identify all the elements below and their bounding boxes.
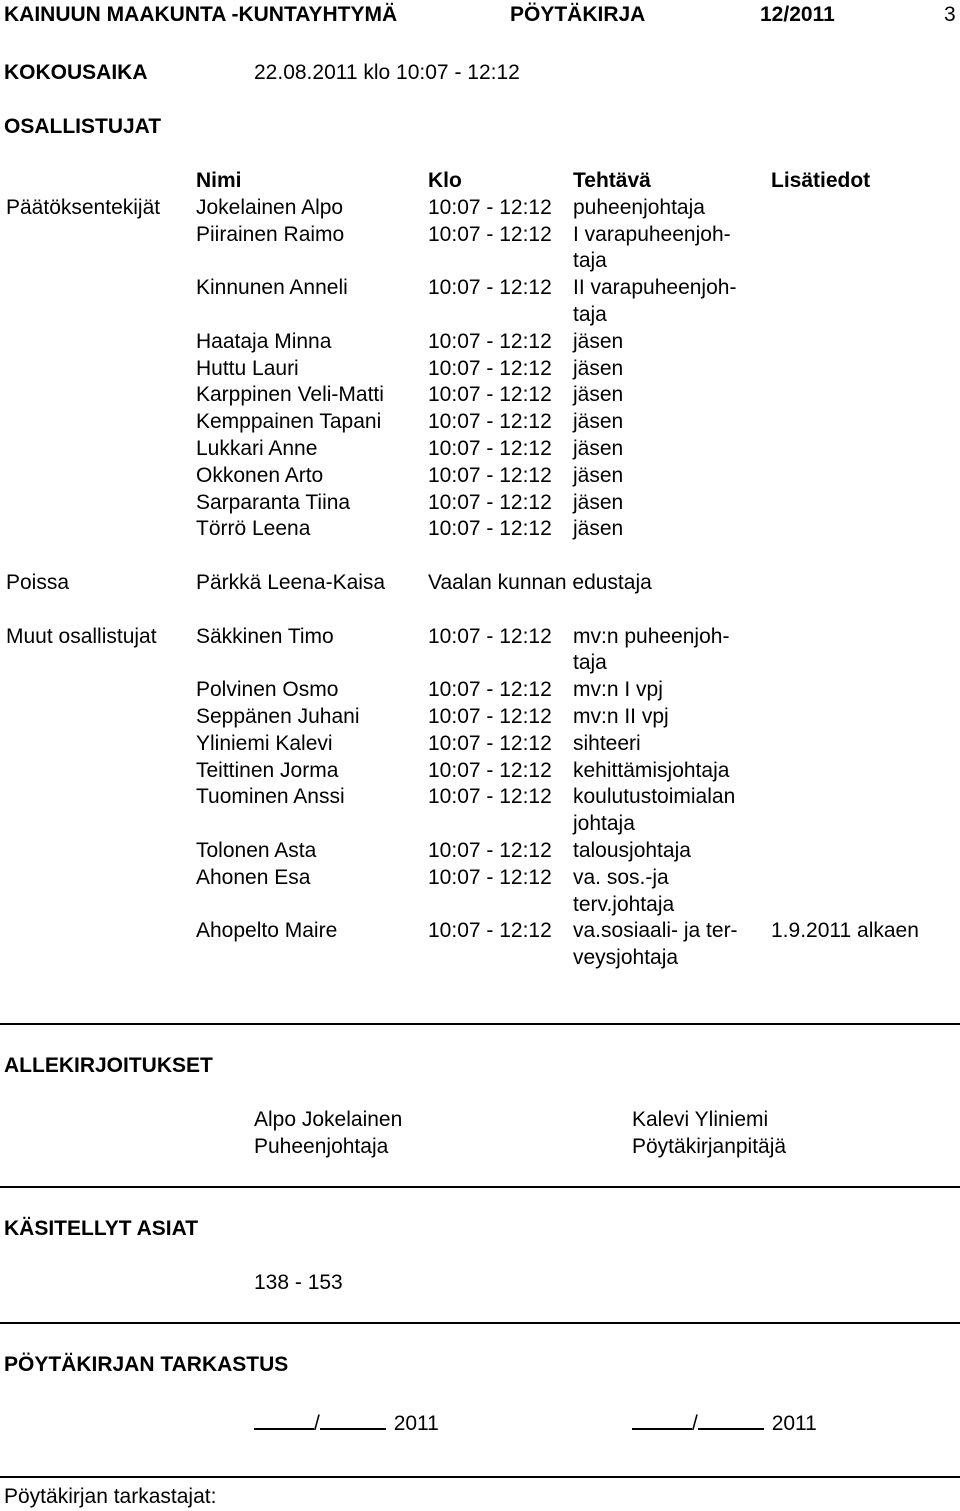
review-date-right bbox=[632, 1406, 817, 1438]
participants-title: OSALLISTUJAT bbox=[4, 115, 162, 138]
signer-right-name: Kalevi Yliniemi bbox=[632, 1108, 769, 1131]
participant-time: 10:07 - 12:12 bbox=[428, 222, 552, 246]
column-header-notes: Lisätiedot bbox=[771, 169, 871, 192]
date-slash: / bbox=[314, 1412, 320, 1435]
participant-role: terv.johtaja bbox=[573, 892, 675, 916]
participant-time: 10:07 - 12:12 bbox=[428, 356, 552, 380]
participants-header-row bbox=[6, 168, 960, 195]
participant-name: Seppänen Juhani bbox=[196, 704, 360, 728]
participant-row bbox=[6, 222, 960, 249]
participant-row bbox=[6, 811, 960, 838]
participant-role: mv:n puheenjoh- bbox=[573, 624, 730, 648]
participant-role: taja bbox=[573, 249, 607, 273]
participant-time: 10:07 - 12:12 bbox=[428, 838, 552, 862]
participant-group: Poissa bbox=[6, 570, 70, 594]
participant-role: talousjohtaja bbox=[573, 838, 691, 862]
participant-row bbox=[6, 570, 960, 597]
participant-row bbox=[6, 918, 960, 945]
participant-row bbox=[6, 195, 960, 222]
participant-row bbox=[6, 463, 960, 490]
participant-role: taja bbox=[573, 651, 607, 675]
participant-group: Muut osallistujat bbox=[6, 624, 157, 648]
divider bbox=[0, 1186, 960, 1188]
participant-time: 10:07 - 12:12 bbox=[428, 276, 552, 300]
participant-time: 10:07 - 12:12 bbox=[428, 704, 552, 728]
participant-name: Okkonen Arto bbox=[196, 463, 324, 487]
participant-row bbox=[6, 436, 960, 463]
participant-row bbox=[6, 731, 960, 758]
column-header-time: Klo bbox=[428, 169, 462, 192]
participant-role: sihteeri bbox=[573, 731, 641, 755]
column-header-role: Tehtävä bbox=[573, 169, 651, 192]
participant-time: 10:07 - 12:12 bbox=[428, 865, 552, 889]
participant-name: Sarparanta Tiina bbox=[196, 490, 351, 514]
participant-row bbox=[6, 248, 960, 275]
participant-name: Huttu Lauri bbox=[196, 356, 299, 380]
signer-left-name: Alpo Jokelainen bbox=[254, 1108, 403, 1131]
participant-row bbox=[6, 409, 960, 436]
participant-row bbox=[6, 945, 960, 972]
participant-row bbox=[6, 758, 960, 785]
participant-group: Päätöksentekijät bbox=[6, 195, 161, 219]
divider bbox=[0, 1476, 960, 1478]
participant-name: Yliniemi Kalevi bbox=[196, 731, 333, 755]
review-date-left bbox=[254, 1406, 439, 1438]
participant-name: Haataja Minna bbox=[196, 329, 332, 353]
participant-time: 10:07 - 12:12 bbox=[428, 624, 552, 648]
participant-role: jäsen bbox=[573, 490, 624, 514]
participant-role: mv:n II vpj bbox=[573, 704, 669, 728]
participant-time: 10:07 - 12:12 bbox=[428, 490, 552, 514]
month-blank[interactable] bbox=[320, 1406, 386, 1430]
participant-role: mv:n I vpj bbox=[573, 678, 663, 702]
participant-name: Ahonen Esa bbox=[196, 865, 311, 889]
meeting-time-value: 22.08.2011 klo 10:07 - 12:12 bbox=[254, 61, 520, 84]
participant-role: jäsen bbox=[573, 356, 624, 380]
participants-table bbox=[6, 168, 960, 972]
participant-role: jäsen bbox=[573, 463, 624, 487]
participant-row bbox=[6, 329, 960, 356]
participant-row bbox=[6, 704, 960, 731]
participant-row bbox=[6, 490, 960, 517]
participant-time: 10:07 - 12:12 bbox=[428, 785, 552, 809]
participant-name: Polvinen Osmo bbox=[196, 678, 339, 702]
participant-time: 10:07 - 12:12 bbox=[428, 758, 552, 782]
participant-time: 10:07 - 12:12 bbox=[428, 731, 552, 755]
participant-rows bbox=[6, 195, 960, 972]
participant-row bbox=[6, 624, 960, 651]
participant-name: Kinnunen Anneli bbox=[196, 276, 348, 300]
participant-row bbox=[6, 865, 960, 892]
participant-role: taja bbox=[573, 302, 607, 326]
participant-name: Tolonen Asta bbox=[196, 838, 317, 862]
review-title: PÖYTÄKIRJAN TARKASTUS bbox=[4, 1353, 289, 1376]
divider bbox=[0, 1023, 960, 1025]
spacer-row bbox=[6, 597, 960, 624]
participant-role: II varapuheenjoh- bbox=[573, 276, 737, 300]
review-year: 2011 bbox=[771, 1412, 817, 1435]
participant-row bbox=[6, 677, 960, 704]
column-header-name: Nimi bbox=[196, 169, 242, 192]
participant-row bbox=[6, 650, 960, 677]
participant-role: jäsen bbox=[573, 436, 624, 460]
participant-row bbox=[6, 516, 960, 543]
participant-role: I varapuheenjoh- bbox=[573, 222, 731, 246]
participant-role: johtaja bbox=[573, 812, 635, 836]
participant-name: Säkkinen Timo bbox=[196, 624, 334, 648]
day-blank[interactable] bbox=[254, 1406, 314, 1430]
participant-time: 10:07 - 12:12 bbox=[428, 463, 552, 487]
signatures-title: ALLEKIRJOITUKSET bbox=[4, 1054, 213, 1077]
participant-time: 10:07 - 12:12 bbox=[428, 678, 552, 702]
divider bbox=[0, 1322, 960, 1324]
participant-role: koulutustoimialan bbox=[573, 785, 736, 809]
participant-time: 10:07 - 12:12 bbox=[428, 383, 552, 407]
participant-name: Jokelainen Alpo bbox=[196, 195, 344, 219]
participant-role: veysjohtaja bbox=[573, 946, 679, 970]
participant-row bbox=[6, 275, 960, 302]
participant-role: jäsen bbox=[573, 383, 624, 407]
participant-role: jäsen bbox=[573, 410, 624, 434]
participant-row bbox=[6, 382, 960, 409]
participant-time: Vaalan kunnan edustaja bbox=[428, 570, 652, 594]
participant-role: jäsen bbox=[573, 329, 624, 353]
meeting-time-label: KOKOUSAIKA bbox=[4, 61, 148, 84]
participant-time: 10:07 - 12:12 bbox=[428, 329, 552, 353]
date-slash: / bbox=[692, 1412, 698, 1435]
day-blank[interactable] bbox=[632, 1406, 692, 1430]
participant-row bbox=[6, 356, 960, 383]
month-blank[interactable] bbox=[698, 1406, 764, 1430]
participant-name: Karppinen Veli-Matti bbox=[196, 383, 384, 407]
document-number: 12/2011 bbox=[760, 3, 835, 26]
participant-name: Piirainen Raimo bbox=[196, 222, 345, 246]
participant-role: va.sosiaali- ja ter- bbox=[573, 919, 738, 943]
signer-left-title: Puheenjohtaja bbox=[254, 1135, 389, 1158]
participant-name: Pärkkä Leena-Kaisa bbox=[196, 570, 386, 594]
participant-name: Lukkari Anne bbox=[196, 436, 318, 460]
spacer-row bbox=[6, 543, 960, 570]
participant-role: jäsen bbox=[573, 517, 624, 541]
signer-right-title: Pöytäkirjanpitäjä bbox=[632, 1135, 787, 1158]
participant-name: Teittinen Jorma bbox=[196, 758, 339, 782]
participant-name: Tuominen Anssi bbox=[196, 785, 345, 809]
handled-items-value: 138 - 153 bbox=[254, 1271, 343, 1294]
participant-name: Törrö Leena bbox=[196, 517, 311, 541]
participant-row bbox=[6, 892, 960, 919]
page-number: 3 bbox=[944, 3, 956, 26]
participant-row bbox=[6, 302, 960, 329]
handled-items-title: KÄSITELLYT ASIAT bbox=[4, 1217, 199, 1240]
participant-name: Ahopelto Maire bbox=[196, 919, 338, 943]
participant-row bbox=[6, 784, 960, 811]
participant-time: 10:07 - 12:12 bbox=[428, 919, 552, 943]
participant-time: 10:07 - 12:12 bbox=[428, 436, 552, 460]
participant-row bbox=[6, 838, 960, 865]
participant-role: puheenjohtaja bbox=[573, 195, 705, 219]
document-type: PÖYTÄKIRJA bbox=[510, 3, 646, 26]
participant-role: kehittämisjohtaja bbox=[573, 758, 730, 782]
participant-time: 10:07 - 12:12 bbox=[428, 517, 552, 541]
organization-name: KAINUUN MAAKUNTA -KUNTAYHTYMÄ bbox=[4, 3, 398, 26]
participant-time: 10:07 - 12:12 bbox=[428, 195, 552, 219]
reviewers-label: Pöytäkirjan tarkastajat: bbox=[4, 1485, 217, 1508]
participant-role: va. sos.-ja bbox=[573, 865, 669, 889]
participant-name: Kemppainen Tapani bbox=[196, 410, 382, 434]
review-year: 2011 bbox=[393, 1412, 439, 1435]
participant-time: 10:07 - 12:12 bbox=[428, 410, 552, 434]
participant-notes: 1.9.2011 alkaen bbox=[771, 919, 919, 943]
